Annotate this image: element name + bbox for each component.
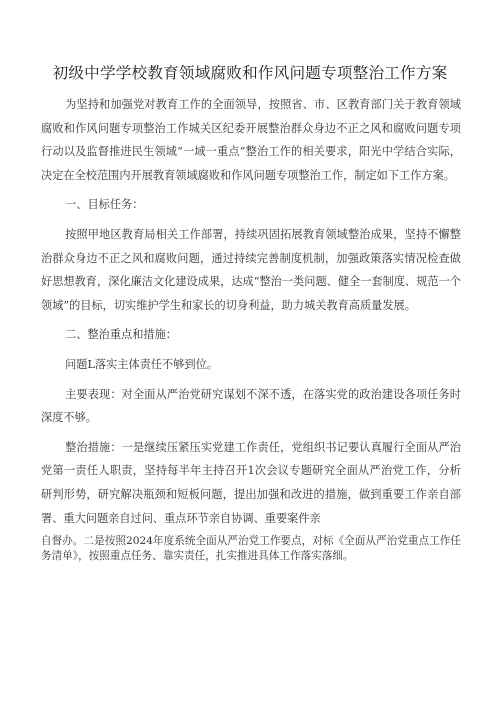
document-title: 初级中学学校教育领域腐败和作风问题专项整治工作方案 — [52, 64, 448, 82]
document-body — [41, 93, 461, 563]
paragraph-measures-continued: 自督办。二是按照2024年度系统全面从严治党工作要点，对标《全面从严治党重点工作任务清单》，按照重点任务、靠实责任，扎实推进具体工作落实落细。 — [41, 535, 461, 562]
section-heading-measures: 二、整治重点和措施： — [65, 328, 177, 342]
section-heading-goals: 一、目标任务： — [65, 198, 144, 212]
paragraph-intro: 为坚持和加强党对教育工作的全面领导，按照省、市、区教育部门关于教育领域腐败和作风问题专项整治工作城关区纪委开展整治群众身边不正之风和腐败问题专项行动以及监督推进民生领域“一域一重点”整治工作的相关要求，阳光中学结合实际，决定在全校范围内开展教育领域腐败和作风问题专项整治工作，制定如下工作方案。 — [41, 98, 461, 182]
paragraph-measures: 整治措施：一是继续压紧压实党建工作责任，党组织书记要认真履行全面从严治党第一责任人职责，坚持每半年主持召开1次会议专题研究全面从严治党工作，分析研判形势，研究解决瓶颈和短板问题，提出加强和改进的措施，做到重要工作亲自部署、重大问题亲自过问、重点环节亲自协调、重要案件亲 — [41, 440, 461, 525]
paragraph-main-manifestation: 主要表现：对全面从严治党研究谋划不深不透，在落实党的政治建设各项任务时深度不够。 — [41, 387, 461, 425]
paragraph-goals: 按照甲地区教育局相关工作部署，持续巩固拓展教育领域整治成果，坚持不懈整治群众身边不正之风和腐败问题，通过持续完善制度机制，加强政策落实情况检查做好思想教育，深化廉洁文化建设成果，达成“整治一类问题、健全一套制度、规范一个领域”的目标，切实维护学生和家长的切身利益，助力城关教育高质量发展。 — [41, 227, 461, 312]
paragraph-issue-1: 问题L落实主体责任不够到位。 — [65, 357, 218, 371]
